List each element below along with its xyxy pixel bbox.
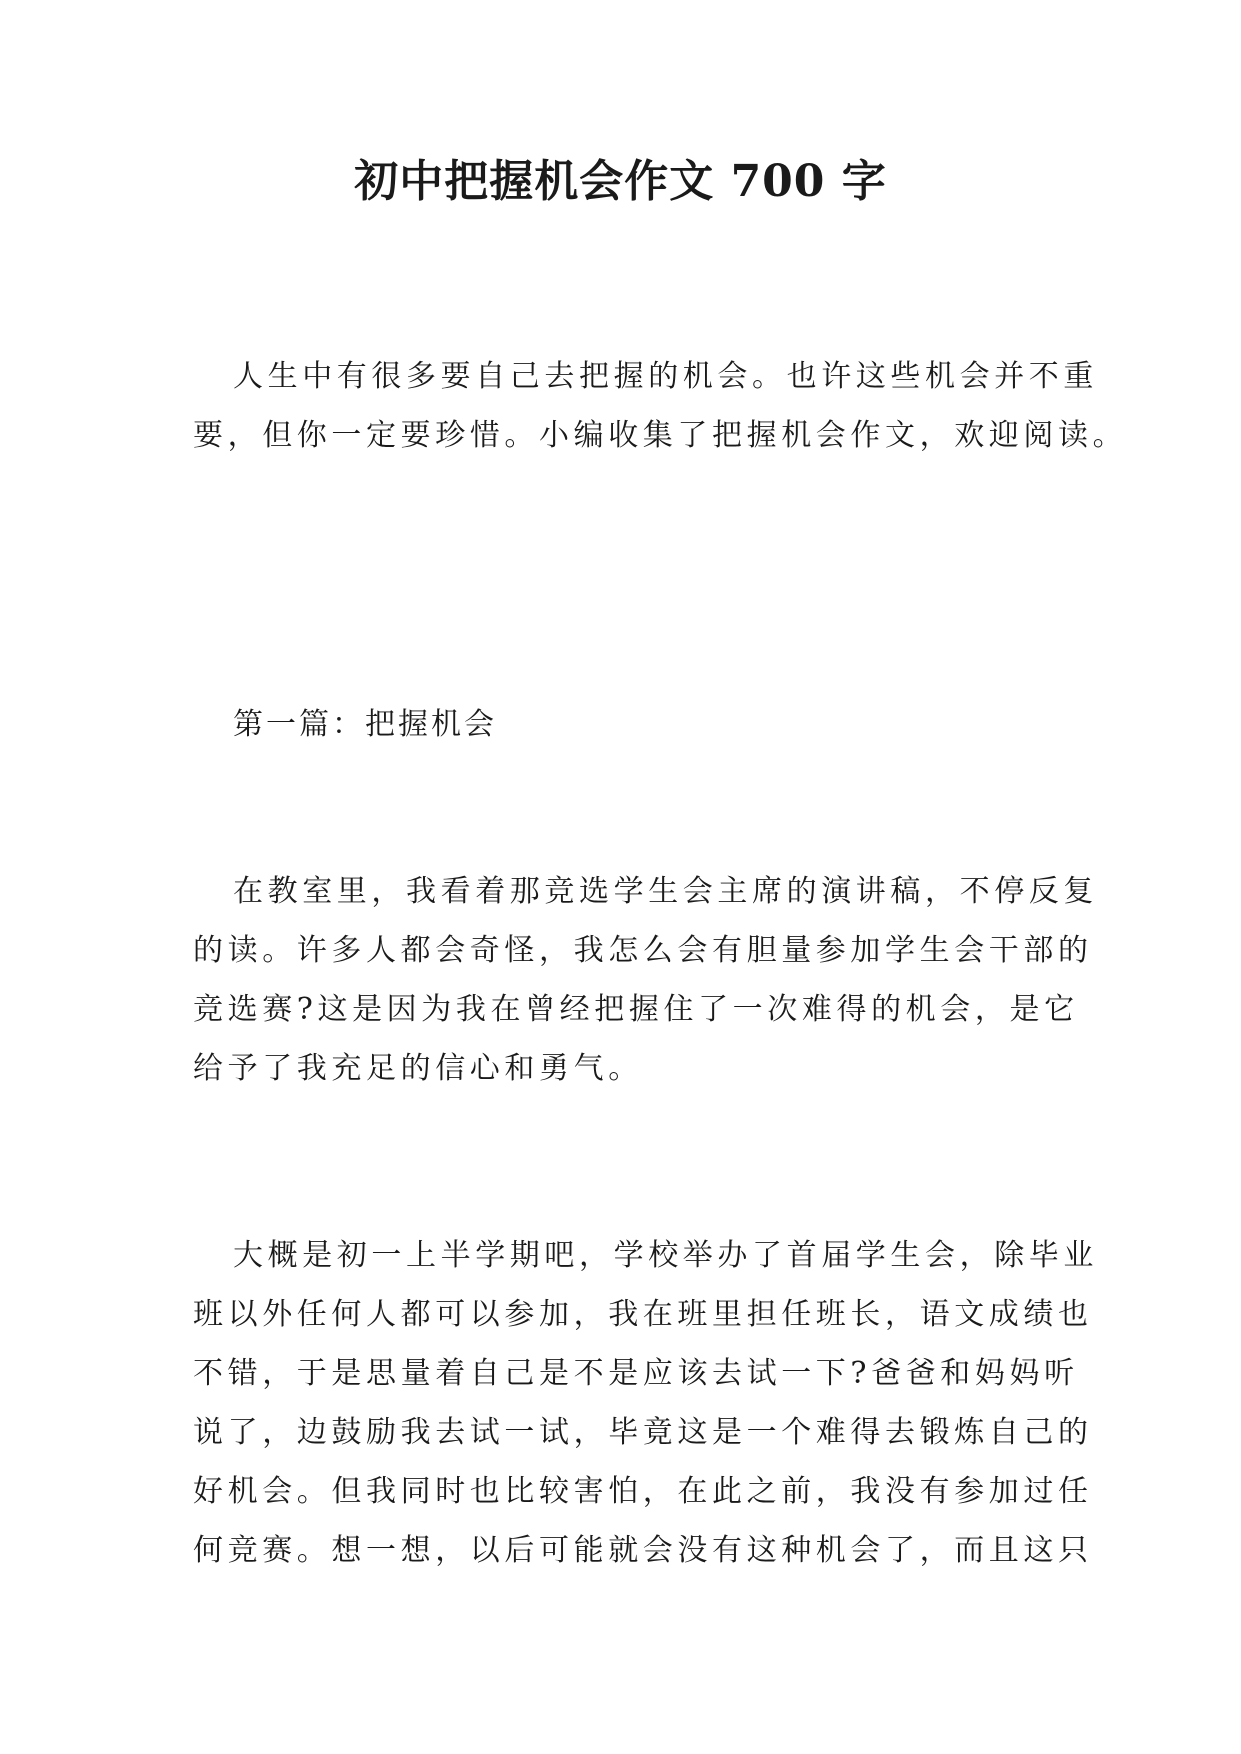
section-heading-text: 第一篇：把握机会 xyxy=(233,707,497,742)
paragraph-line: 在教室里，我看着那竞选学生会主席的演讲稿，不停反复 xyxy=(233,874,1098,909)
paragraph-line: 好机会。但我同时也比较害怕，在此之前，我没有参加过任 xyxy=(193,1474,1093,1509)
paragraph-line: 大概是初一上半学期吧，学校举办了首届学生会，除毕业 xyxy=(233,1238,1098,1273)
paragraph-line: 给予了我充足的信心和勇气。 xyxy=(193,1051,643,1086)
paragraph-line: 的读。许多人都会奇怪，我怎么会有胆量参加学生会干部的 xyxy=(193,933,1093,968)
paragraph-line: 说了，边鼓励我去试一试，毕竟这是一个难得去锻炼自己的 xyxy=(193,1415,1093,1450)
intro-line: 人生中有很多要自己去把握的机会。也许这些机会并不重 xyxy=(233,359,1098,394)
intro-line: 要，但你一定要珍惜。小编收集了把握机会作文，欢迎阅读。 xyxy=(193,418,1128,453)
paragraph-line: 不错，于是思量着自己是不是应该去试一下?爸爸和妈妈听 xyxy=(193,1356,1079,1391)
body-paragraph-1 xyxy=(193,862,1098,1098)
body-paragraph-2 xyxy=(193,1226,1098,1580)
paragraph-line: 班以外任何人都可以参加，我在班里担任班长，语文成绩也 xyxy=(193,1297,1093,1332)
paragraph-line: 何竞赛。想一想，以后可能就会没有这种机会了，而且这只 xyxy=(193,1533,1093,1568)
intro-paragraph xyxy=(193,347,1128,465)
section-heading xyxy=(193,695,1055,754)
document-title: 初中把握机会作文 700 字 xyxy=(354,156,887,207)
paragraph-line: 竞选赛?这是因为我在曾经把握住了一次难得的机会，是它 xyxy=(193,992,1079,1027)
